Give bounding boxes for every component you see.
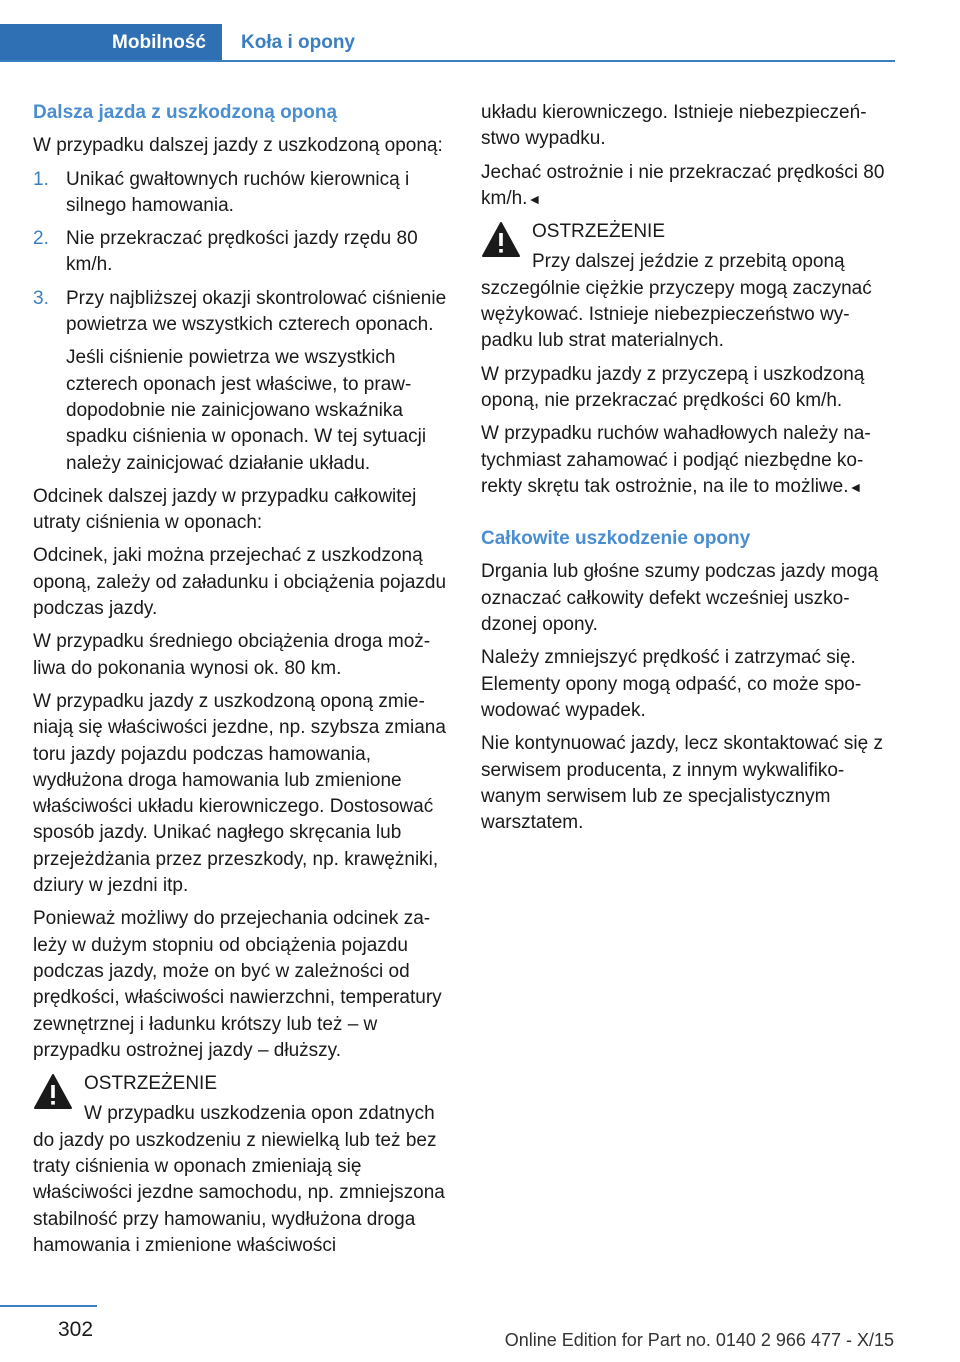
edition-footer: Online Edition for Part no. 0140 2 966 477 - X/15 — [504, 1330, 894, 1350]
paragraph: Ponieważ możliwy do przejechania odcinek zależy w dużym stopniu od obciążenia pojazdu podczas jazdy, może on być w zależności od prędkości, właściwości nawierzchni, temperatury zewnętrznej i ładunku krótszy lub też – w przypadku ostrożnej jazdy – dłuższy. — [33, 908, 442, 1061]
paragraph: Odcinek, jaki można przejechać z uszkodzoną oponą, zależy od załadunku i obciążenia pojazdu podczas jazdy. — [33, 545, 447, 620]
intro-paragraph: W przypadku dalszej jazdy z uszkodzoną oponą: — [33, 135, 443, 157]
step-note: Jeśli ciśnienie powietrza we wszystkich czterech oponach jest właściwe, to prawdopodobnie nie zainicjowano wskaźnika spadku ciśnienia w oponach. W tej sytuacji należy zainicjować działanie układu. — [66, 347, 427, 474]
header-tabs — [0, 24, 895, 62]
paragraph: Należy zmniejszyć prędkość i zatrzymać się. Elementy opony mogą odpaść, co może spowodować wypadek. — [481, 647, 862, 721]
list-item — [33, 226, 447, 279]
paragraph: W przypadku jazdy z uszkodzoną oponą zmieniają się właściwości jezdne, np. szybsza zmiana toru jazdy pojazdu podczas hamowania, wydłużona droga hamowania lub zmienione właściwości układu kierowniczego. Dostosować sposób jazdy. Unikać nagłego skręcania lub przejeżdżania przez przeszkody, np. krawężniki, dziury w jezdni itp. — [33, 690, 446, 897]
warning-title: OSTRZEŻENIE — [532, 221, 666, 243]
paragraph: Nie kontynuować jazdy, lecz skontaktować się z serwisem producenta, z innym wykwalifikowanym serwisem lub ze specjalistycznym warsztatem. — [481, 733, 883, 834]
step-text: Nie przekraczać prędkości jazdy rzędu 80 km/h. — [66, 228, 418, 276]
paragraph: W przypadku jazdy z przyczepą i uszkodzoną oponą, nie przekraczać prędkości 60 km/h. — [481, 363, 865, 411]
paragraph — [481, 421, 893, 500]
header-rule — [0, 60, 895, 62]
tab-mobilnosc[interactable]: Mobilność — [0, 24, 222, 62]
end-mark: ◄ — [848, 478, 863, 495]
section-heading-total-damage: Całkowite uszkodzenie opony — [481, 528, 751, 550]
paragraph — [481, 160, 893, 213]
end-mark: ◄ — [527, 190, 542, 207]
paragraph: W przypadku średniego obciążenia droga możliwa do pokonania wynosi ok. 80 km. — [33, 631, 431, 679]
paragraph: Drgania lub głośne szumy podczas jazdy mogą oznaczać całkowity defekt wcześniej uszkodzonej opony. — [481, 561, 879, 636]
warning-text: Przy dalszej jeździe z przebitą oponą szczególnie ciężkie przyczepy mogą zaczynać wężykować. Istnieje niebezpieczeństwo wypadku lub strat materialnych. — [481, 251, 872, 352]
paragraph: układu kierowniczego. Istnieje niebezpieczeństwo wypadku. — [481, 102, 867, 150]
footer-rule — [0, 1305, 97, 1307]
step-number: 2. — [33, 228, 49, 250]
warning-title: OSTRZEŻENIE — [84, 1073, 218, 1095]
list-item — [33, 167, 447, 220]
steps-list — [33, 167, 447, 477]
step-number: 1. — [33, 168, 49, 190]
left-column — [33, 100, 447, 1266]
paragraph-text: Jechać ostrożnie i nie przekraczać prędkości 80 km/h. — [481, 161, 885, 209]
tab-kola-i-opony[interactable]: Koła i opony — [241, 32, 355, 53]
list-item — [33, 286, 447, 477]
paragraph-text: W przypadku ruchów wahadłowych należy natychmiast zahamować i podjąć niezbędne korekty skrętu tak ostrożnie, na ile to możliwe. — [481, 423, 871, 497]
page-number: 302 — [58, 1318, 94, 1341]
warning-triangle-icon — [33, 1073, 73, 1111]
paragraph: Odcinek dalszej jazdy w przypadku całkowitej utraty ciśnienia w oponach: — [33, 485, 417, 534]
step-text: Unikać gwałtownych ruchów kierownicą i silnego hamowania. — [66, 168, 410, 216]
step-number: 3. — [33, 287, 49, 309]
warning-block — [33, 1071, 447, 1259]
warning-triangle-icon — [481, 221, 521, 259]
right-column — [481, 100, 893, 843]
warning-block — [481, 219, 893, 354]
section-heading-continued-driving: Dalsza jazda z uszkodzoną oponą — [33, 102, 338, 123]
warning-text: W przypadku uszkodzenia opon zdatnych do jazdy po uszkodzeniu z niewielką lub też bez traty ciśnienia w oponach zmieniają się właściwości jezdne samochodu, np. zmniejszona stabilność przy hamowaniu, wydłużona droga hamowania i zmienione właściwości — [33, 1103, 445, 1256]
step-text: Przy najbliższej okazji skontrolować ciśnienie powietrza we wszystkich czterech oponach. — [66, 287, 447, 336]
